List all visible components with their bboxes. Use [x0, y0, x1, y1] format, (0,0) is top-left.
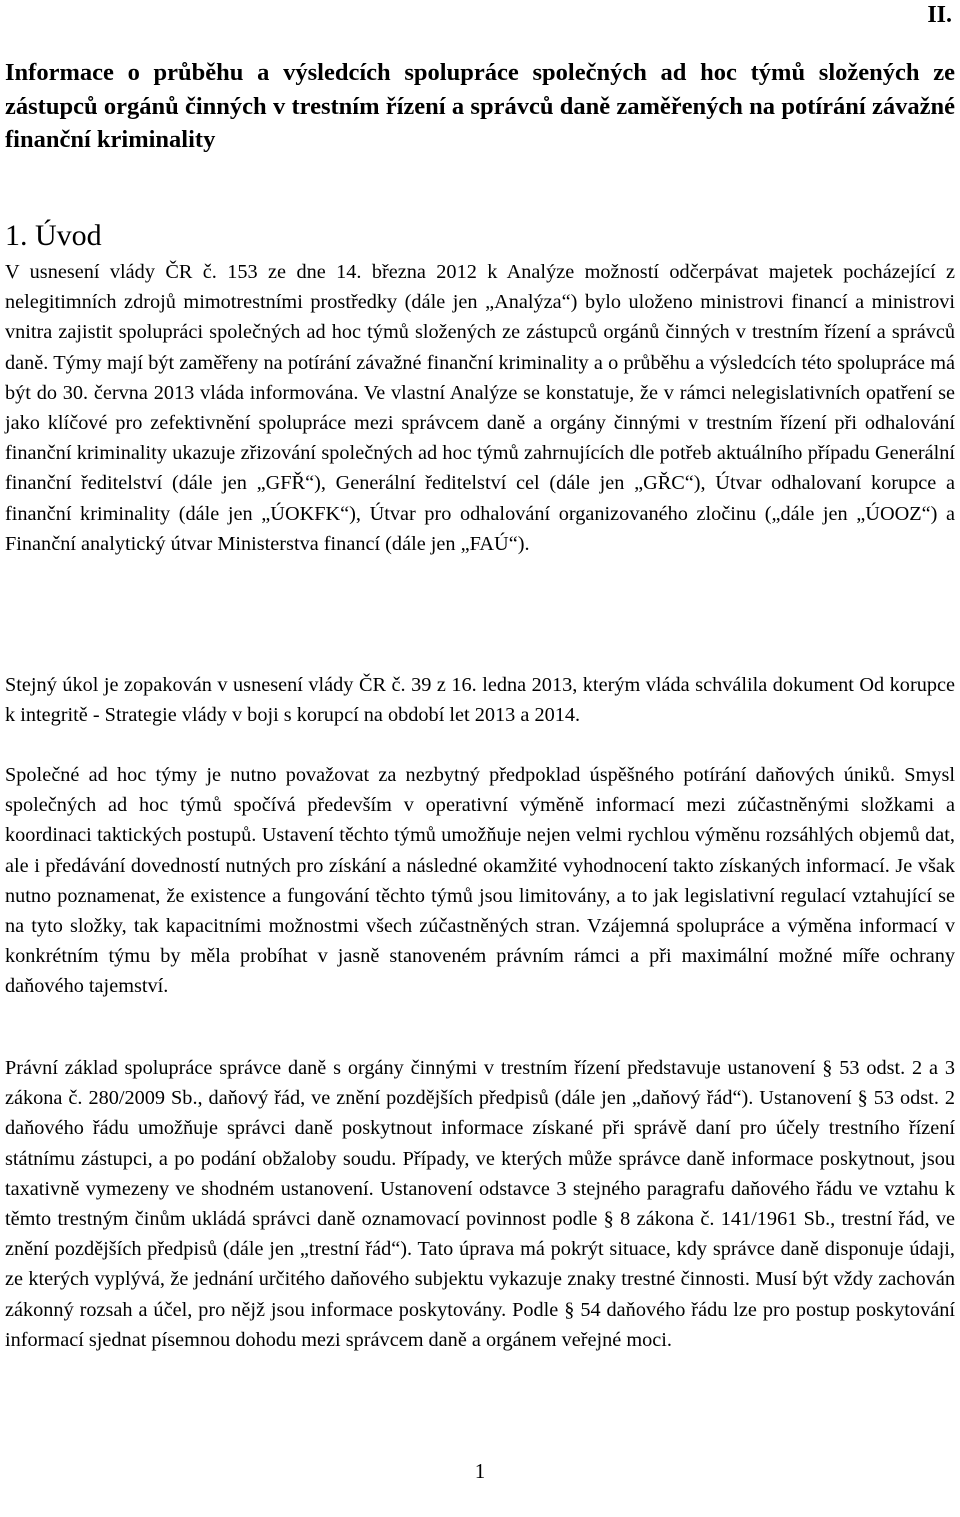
- document-title: Informace o průběhu a výsledcích spolupráce společných ad hoc týmů složených ze zástupců orgánů činných v trestním řízení a správců daně zaměřených na potírání závažné finanční kriminality: [5, 59, 955, 153]
- paragraph-legal-basis: Právní základ spolupráce správce daně s orgány činnými v trestním řízení představuje ustanovení § 53 odst. 2 a 3 zákona č. 280/2009 Sb., daňový řád, ve znění pozdějších předpisů (dále jen „daňový řád“). Ustanovení § 53 odst. 2 daňového řádu umožňuje správci daně poskytnout informace získané při správě daní pro účely trestního řízení státnímu zástupci, a po podání obžaloby soudu. Případy, ve kterých může správce daně informace poskytnout, jsou taxativně vymezeny ve shodném ustanovení. Ustanovení odstavce 3 stejného paragrafu daňového řádu ve vztahu k těmto trestným činům ukládá správci daně oznamovací povinnost podle § 8 zákona č. 141/1961 Sb., trestní řád, ve znění pozdějších předpisů (dále jen „trestní řád“). Tato úprava má pokrýt situace, kdy správce daně disponuje údaji, ze kterých vyplývá, že jednání určitého daňového subjektu vykazuje znaky trestné činnosti. Musí být vždy zachován zákonný rozsah a účel, pro nějž jsou informace poskytovány. Podle § 54 daňového řádu lze pro postup poskytování informací sjednat písemnou dohodu mezi správcem daně a orgánem veřejné moci.: [5, 1057, 955, 1351]
- page-number: 1: [474, 1459, 486, 1483]
- paragraph-resolution: V usnesení vlády ČR č. 153 ze dne 14. března 2012 k Analýze možností odčerpávat majetek pocházející z nelegitimních zdrojů mimotrestními prostředky (dále jen „Analýza“) bylo uloženo ministrovi financí a ministrovi vnitra zajistit spolupráci společných ad hoc týmů složených ze zástupců orgánů činných v trestním řízení a správců daně. Týmy mají být zaměřeny na potírání závažné finanční kriminality a o průběhu a výsledcích této spolupráce má být do 30. června 2013 vláda informována. Ve vlastní Analýze se konstatuje, že v rámci nelegislativních opatření se jako klíčové pro zefektivnění spolupráce mezi správcem daně a orgány činnými v trestním řízení při odhalování finanční kriminality ukazuje zřizování společných ad hoc týmů zahrnujících dle potřeb aktuálního případu Generální finanční ředitelství (dále jen „GFŘ“), Generální ředitelství cel (dále jen „GŘC“), Útvar odhalovaní korupce a finanční kriminality (dále jen „ÚOKFK“), Útvar pro odhalování organizovaného zločinu („dále jen „ÚOOZ“) a Finanční analytický útvar Ministerstva financí (dále jen „FAÚ“).: [5, 261, 955, 555]
- paragraph-joint-teams: Společné ad hoc týmy je nutno považovat za nezbytný předpoklad úspěšného potírání daňových úniků. Smysl společných ad hoc týmů spočívá především v operativní výměně informací mezi zúčastněnými složkami a koordinaci taktických postupů. Ustavení těchto týmů umožňuje nejen velmi rychlou výměnu rozsáhlých objemů dat, ale i předávání dovedností nutných pro získání a následné okamžité vyhodnocení takto získaných informací. Je však nutno poznamenat, že existence a fungování těchto týmů jsou limitovány, a to jak legislativní regulací vztahující se na tyto složky, tak kapacitními možnostmi všech zúčastněných stran. Vzájemná spolupráce a výměna informací v konkrétním týmu by měla probíhat v jasně stanoveném právním rámci a při maximální možné míře ochrany daňového tajemství.: [5, 764, 955, 998]
- paragraph-repeated-task: Stejný úkol je zopakován v usnesení vlády ČR č. 39 z 16. ledna 2013, kterým vláda schválila dokument Od korupce k integritě - Strategie vlády v boji s korupcí na období let 2013 a 2014.: [5, 674, 955, 727]
- annex-roman-numeral: II.: [927, 2, 952, 28]
- section-heading: 1. Úvod: [5, 219, 102, 252]
